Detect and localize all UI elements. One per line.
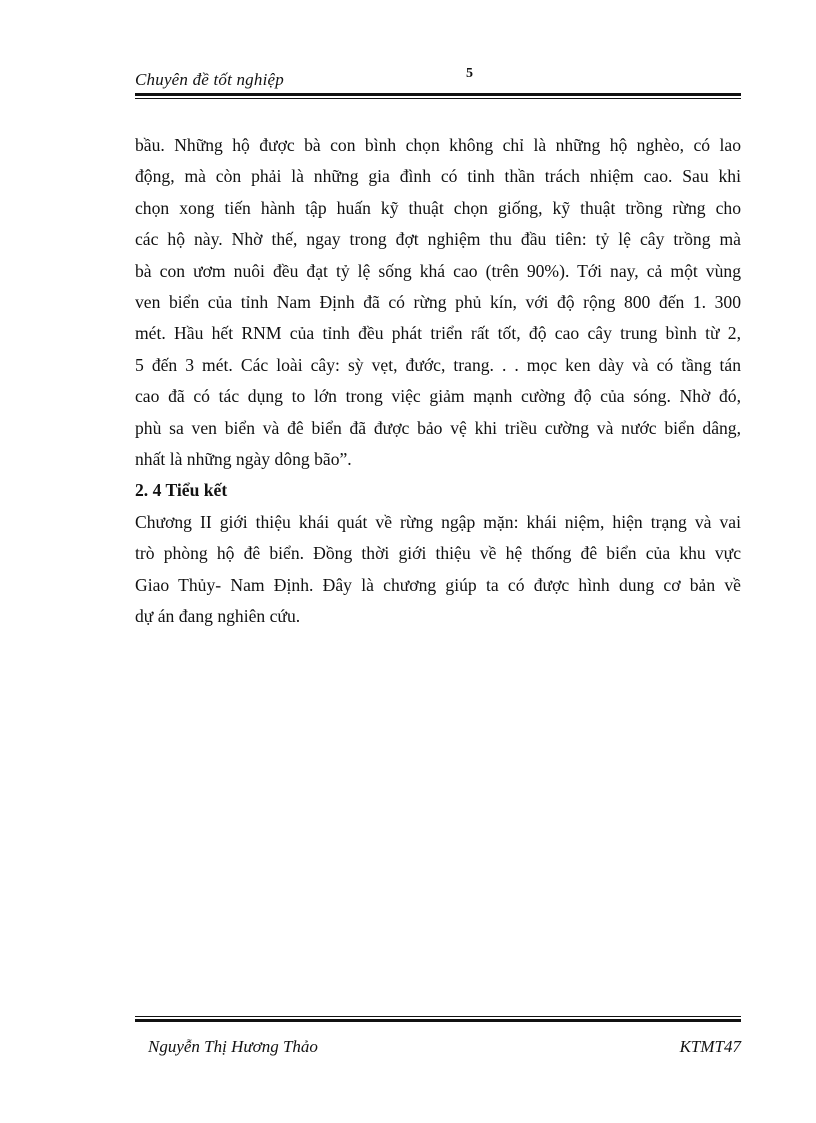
paragraph-line: mét. Hầu hết RNM của tỉnh đều phát triển rất tốt, độ cao cây trung bình từ 2,: [135, 323, 741, 344]
paragraph-line: phù sa ven biển và đê biển đã được bảo vệ khi triều cường và nước biển dâng,: [135, 417, 741, 438]
paragraph-line: cao đã có tác dụng to lớn trong việc giảm mạnh cường độ của sóng. Nhờ đó,: [135, 386, 741, 407]
paragraph-line: bầu. Những hộ được bà con bình chọn không chỉ là những hộ nghèo, có lao: [135, 135, 741, 155]
page-number: 5: [466, 66, 473, 81]
paragraph-line: trò phòng hộ đê biển. Đồng thời giới thiệu về hệ thống đê biển của khu vực: [135, 543, 741, 564]
footer-class-code: KTMT47: [679, 1037, 741, 1056]
paragraph-1: [135, 130, 741, 475]
paragraph-line: các hộ này. Nhờ thế, ngay trong đợt nghiệm thu đầu tiên: tỷ lệ cây trồng mà: [135, 229, 741, 250]
paragraph-2: [135, 507, 741, 633]
paragraph-line: Giao Thủy- Nam Định. Đây là chương giúp ta có được hình dung cơ bản về: [135, 574, 741, 595]
paragraph-line: ven biển của tỉnh Nam Định đã có rừng phủ kín, với độ rộng 800 đến 1. 300: [135, 292, 741, 313]
paragraph-line: bà con ươm nuôi đều đạt tỷ lệ sống khá cao (trên 90%). Tới nay, cả một vùng: [135, 260, 741, 281]
header-title: Chuyên đề tốt nghiệp: [135, 70, 284, 89]
paragraph-line: nhất là những ngày dông bão”.: [135, 449, 352, 470]
header-rule-thin: [135, 98, 741, 99]
paragraph-line: chọn xong tiến hành tập huấn kỹ thuật chọn giống, kỹ thuật trồng rừng cho: [135, 197, 741, 218]
body-text: [135, 130, 741, 633]
footer-author: Nguyễn Thị Hương Thảo: [148, 1037, 318, 1056]
paragraph-line: 5 đến 3 mét. Các loài cây: sỳ vẹt, đước, trang. . . mọc ken dày và có tầng tán: [135, 354, 741, 375]
section-heading: 2. 4 Tiểu kết: [135, 480, 228, 501]
paragraph-line: động, mà còn phải là những gia đình có tinh thần trách nhiệm cao. Sau khi: [135, 166, 741, 187]
paragraph-line: dự án đang nghiên cứu.: [135, 606, 301, 627]
header-rule-thick: [135, 93, 741, 96]
paragraph-line: Chương II giới thiệu khái quát về rừng ngập mặn: khái niệm, hiện trạng và vai: [135, 511, 741, 532]
footer-rule-thin: [135, 1016, 741, 1017]
footer-rule-thick: [135, 1019, 741, 1022]
